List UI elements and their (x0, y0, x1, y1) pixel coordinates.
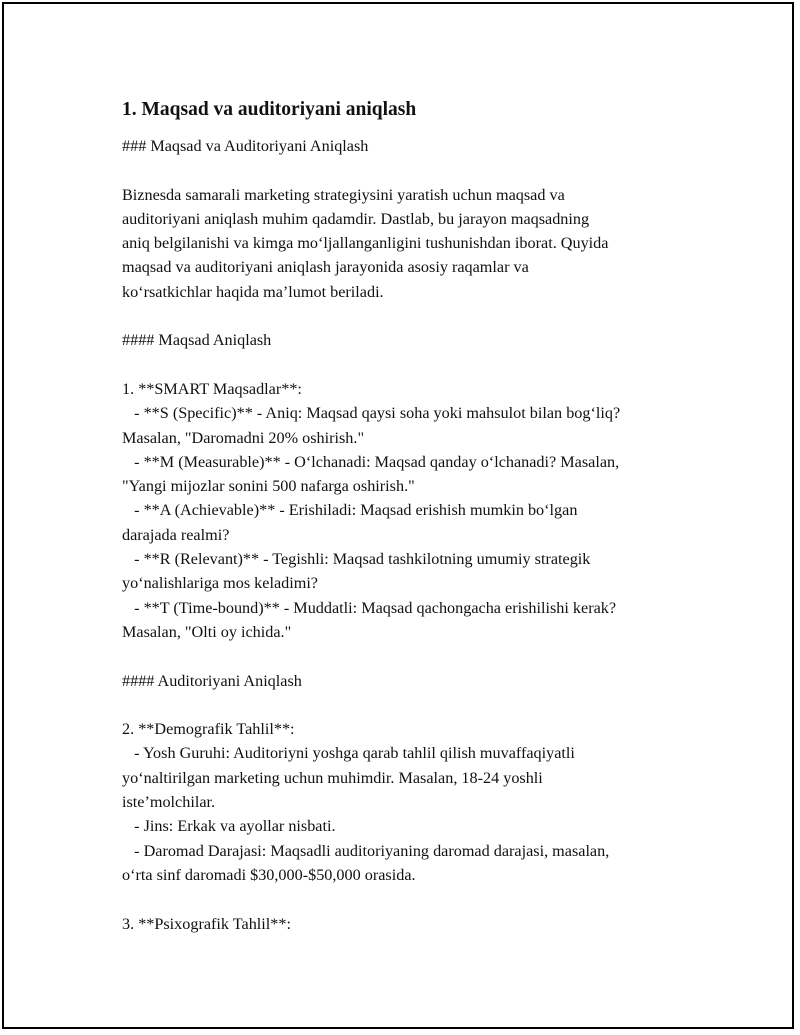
text-line: Masalan, "Daromadni 20% oshirish." (122, 428, 365, 447)
text-line: Masalan, "Olti oy ichida." (122, 622, 292, 641)
text-line: iste’molchilar. (122, 793, 216, 812)
text-line: maqsad va auditoriyani aniqlash jarayonida asosiy raqamlar va (122, 258, 529, 277)
document-title: 1. Maqsad va auditoriyani aniqlash (122, 99, 417, 120)
text-line: - Yosh Guruhi: Auditoriyni yoshga qarab tahlil qilish muvaffaqiyatli (122, 744, 575, 763)
blank-line (122, 887, 702, 911)
text-line: #### Maqsad Aniqlash (122, 331, 272, 350)
text-line: ko‘rsatkichlar haqida ma’lumot beriladi. (122, 282, 384, 301)
blank-line (122, 353, 702, 377)
text-line: - Daromad Darajasi: Maqsadli auditoriyaning daromad darajasi, masalan, (122, 841, 610, 860)
text-line: 2. **Demografik Tahlil**: (122, 720, 295, 739)
document-lines (122, 134, 702, 936)
blank-line (122, 693, 702, 717)
page-frame (2, 2, 794, 1029)
text-line: - **R (Relevant)** - Tegishli: Maqsad tashkilotning umumiy strategik (122, 550, 591, 569)
blank-line (122, 304, 702, 328)
text-line: yo‘nalishlariga mos keladimi? (122, 574, 318, 593)
text-line: aniq belgilanishi va kimga mo‘ljallanganligini tushunishdan iborat. Quyida (122, 234, 609, 253)
document-body (122, 96, 702, 936)
text-line: - **S (Specific)** - Aniq: Maqsad qaysi soha yoki mahsulot bilan bog‘liq? (122, 404, 621, 423)
text-line: o‘rta sinf daromadi $30,000-$50,000 orasida. (122, 865, 416, 884)
text-line: 3. **Psixografik Tahlil**: (122, 914, 291, 933)
text-line: auditoriyani aniqlash muhim qadamdir. Dastlab, bu jarayon maqsadning (122, 209, 590, 228)
text-line: #### Auditoriyani Aniqlash (122, 671, 302, 690)
text-line: yo‘naltirilgan marketing uchun muhimdir. Masalan, 18-24 yoshli (122, 768, 543, 787)
text-line: - **T (Time-bound)** - Muddatli: Maqsad qachongacha erishilishi kerak? (122, 598, 617, 617)
text-line: - Jins: Erkak va ayollar nisbati. (122, 817, 336, 836)
text-line: Biznesda samarali marketing strategiysini yaratish uchun maqsad va (122, 185, 565, 204)
text-line: - **A (Achievable)** - Erishiladi: Maqsad erishish mumkin bo‘lgan (122, 501, 578, 520)
blank-line (122, 158, 702, 182)
text-line: "Yangi mijozlar sonini 500 nafarga oshirish." (122, 477, 415, 496)
text-line: ### Maqsad va Auditoriyani Aniqlash (122, 137, 369, 155)
text-line: 1. **SMART Maqsadlar**: (122, 379, 302, 398)
blank-line (122, 644, 702, 668)
text-line: - **M (Measurable)** - O‘lchanadi: Maqsad qanday o‘lchanadi? Masalan, (122, 452, 620, 471)
text-line: darajada realmi? (122, 525, 230, 544)
